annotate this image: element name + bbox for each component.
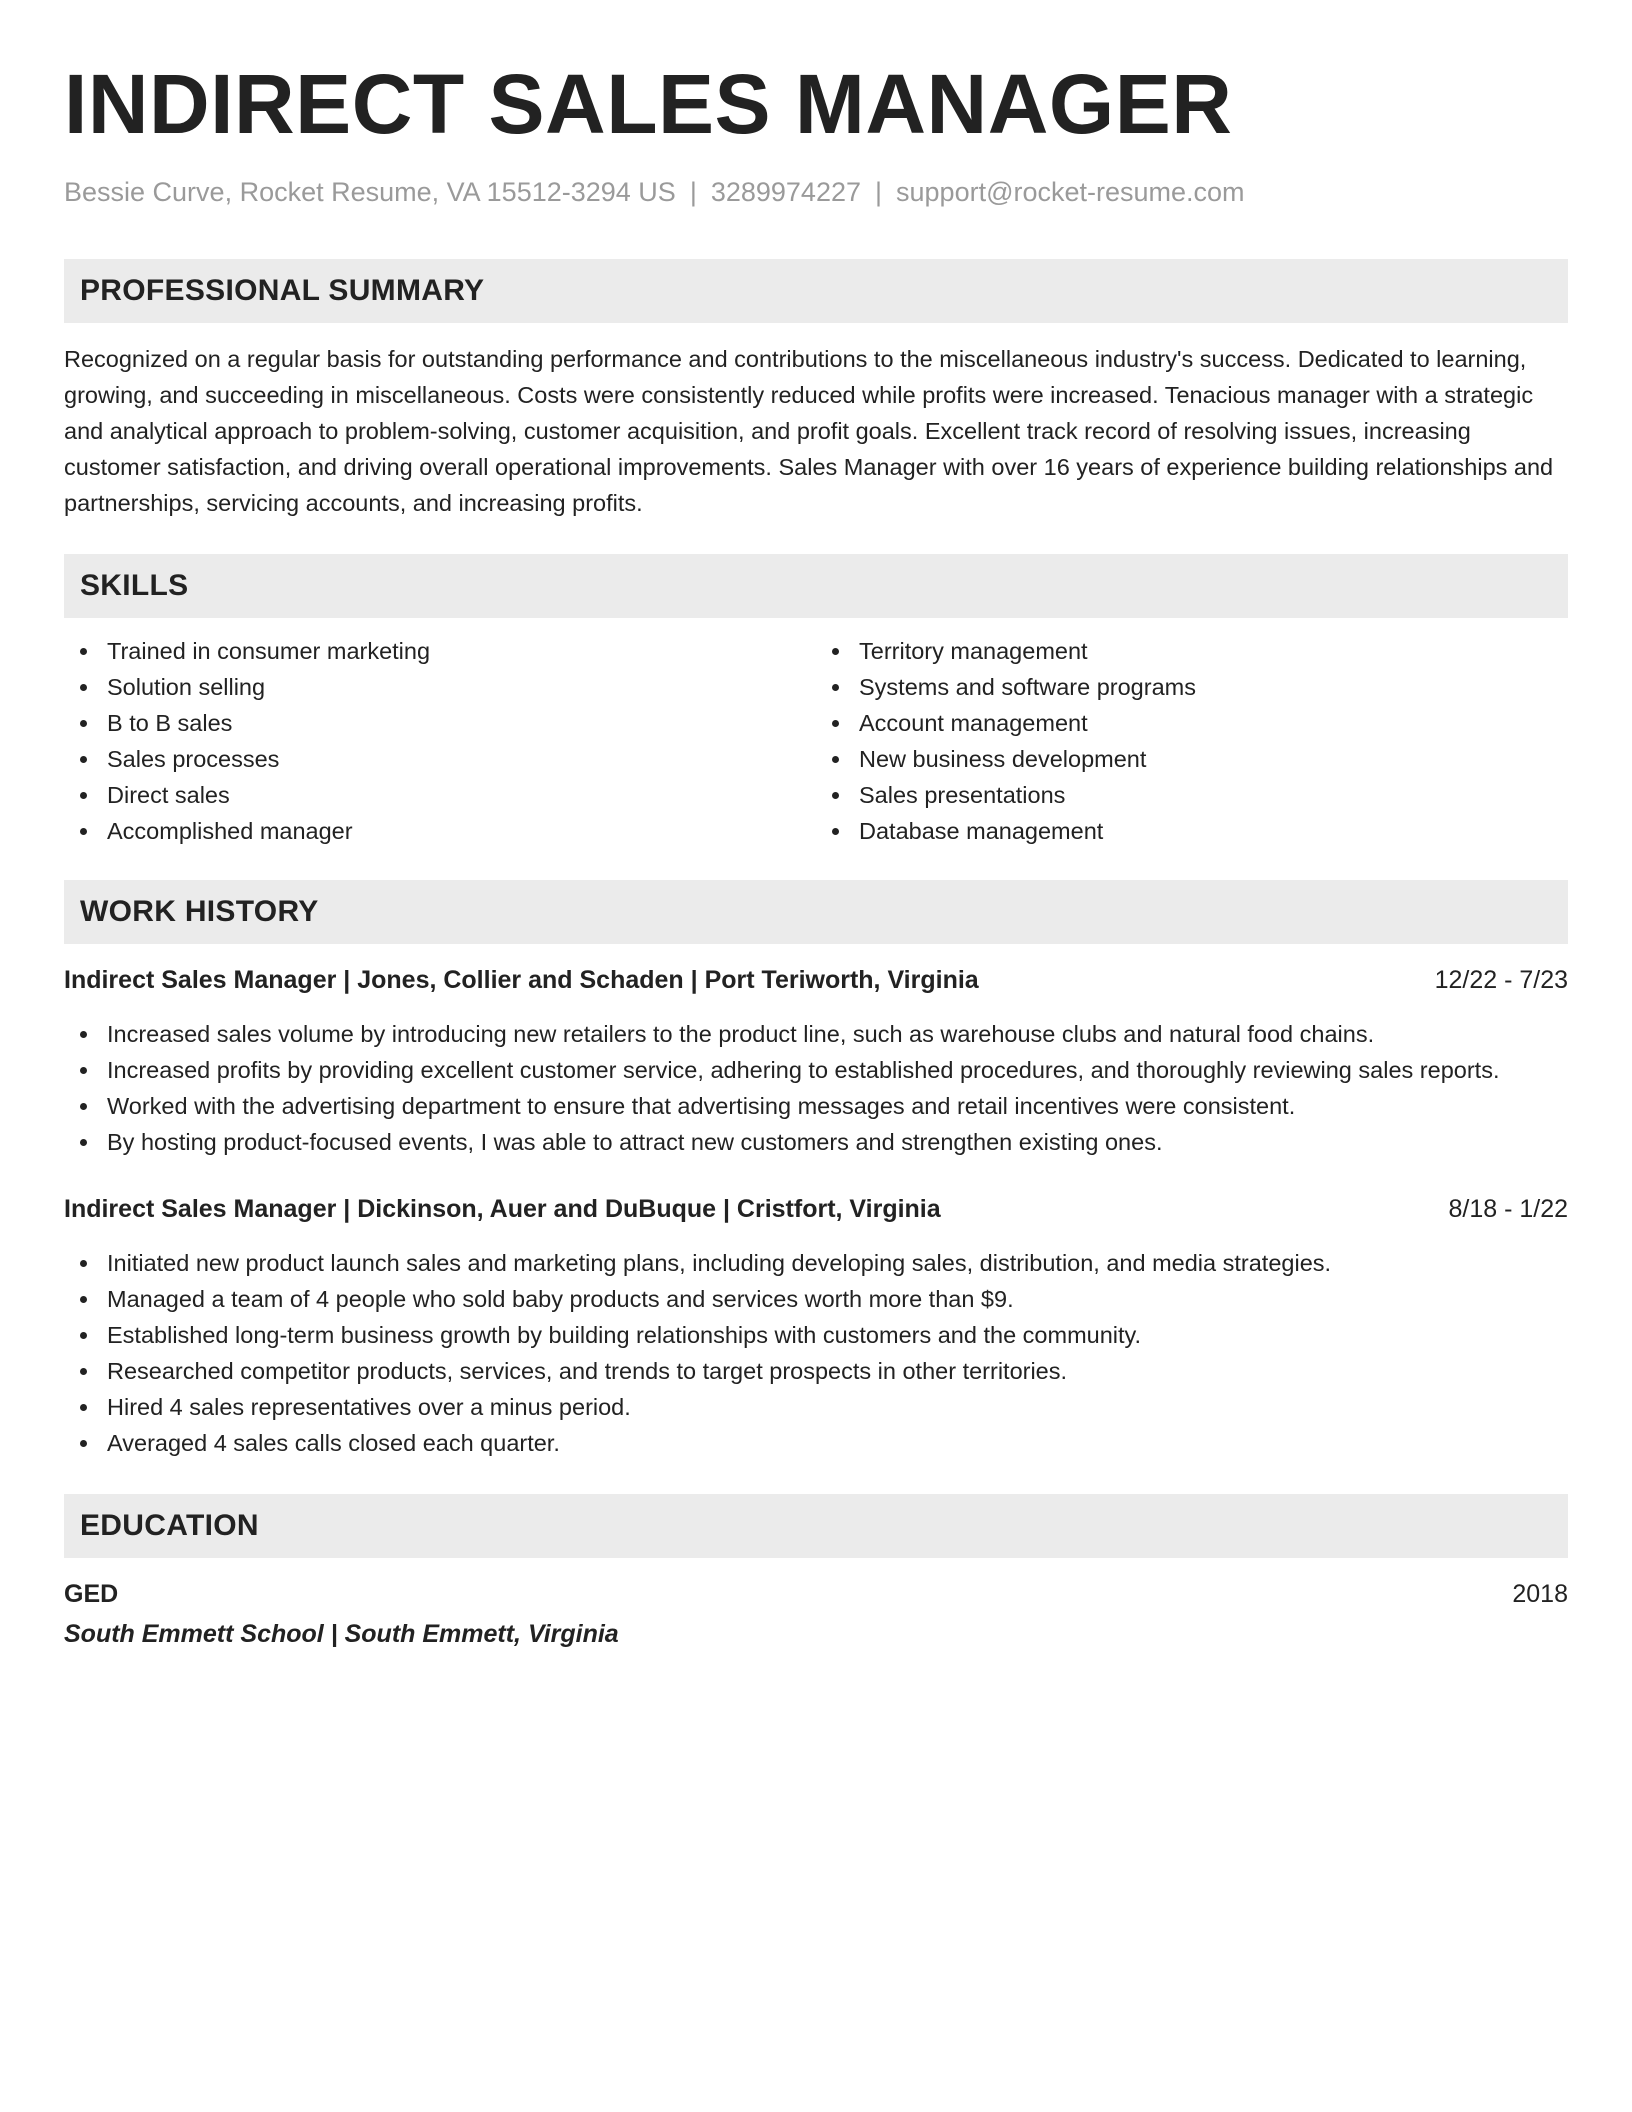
contact-phone: 3289974227 [710,177,861,207]
job-bullet: Increased profits by providing excellent customer service, adhering to established procedures, and thoroughly reviewing sales reports. [64,1052,1568,1088]
skill-item: Territory management [816,633,1568,669]
skill-item: Direct sales [64,777,816,813]
skill-item: Trained in consumer marketing [64,633,816,669]
skill-item: Database management [816,813,1568,849]
job-header [64,962,1568,998]
resume-title: INDIRECT SALES MANAGER [64,57,1233,151]
contact-separator: | [875,177,883,207]
job-bullet: By hosting product-focused events, I was able to attract new customers and strengthen existing ones. [64,1124,1568,1160]
summary-text: Recognized on a regular basis for outstanding performance and contributions to the miscellaneous industry's success. Dedicated to learning, growing, and succeeding in miscellaneous. Costs were consistently reduced while profits were increased. Tenacious manager with a strategic and analytical approach to problem-solving, customer acquisition, and profit goals. Excellent track record of resolving issues, increasing customer satisfaction, and driving overall operational improvements. Sales Manager with over 16 years of experience building relationships and partnerships, servicing accounts, and increasing profits. [64,346,1554,516]
skill-item: Account management [816,705,1568,741]
skills-grid [64,633,1568,849]
skill-item: New business development [816,741,1568,777]
skill-item: Sales processes [64,741,816,777]
job-entry [64,962,1568,1160]
education-entry [64,1576,1568,1652]
skill-item: Accomplished manager [64,813,816,849]
job-entry [64,1191,1568,1461]
contact-separator: | [689,177,697,207]
job-bullet: Averaged 4 sales calls closed each quarter. [64,1425,1568,1461]
job-title: Indirect Sales Manager | Dickinson, Auer and DuBuque | Cristfort, Virginia [64,1195,941,1223]
education-school: South Emmett School | South Emmett, Virginia [64,1620,619,1648]
job-bullet: Researched competitor products, services, and trends to target prospects in other territories. [64,1353,1568,1389]
skills-column-left [64,633,816,849]
skills-column-right [816,633,1568,849]
job-bullet: Established long-term business growth by building relationships with customers and the community. [64,1317,1568,1353]
education-section-header: EDUCATION [64,1494,1568,1558]
job-bullet-list [64,1245,1568,1461]
skill-item: Systems and software programs [816,669,1568,705]
job-header [64,1191,1568,1227]
education-year: 2018 [1512,1580,1568,1608]
job-title: Indirect Sales Manager | Jones, Collier and Schaden | Port Teriworth, Virginia [64,966,979,994]
job-bullet: Managed a team of 4 people who sold baby products and services worth more than $9. [64,1281,1568,1317]
job-bullet: Hired 4 sales representatives over a minus period. [64,1389,1568,1425]
contact-address: Bessie Curve, Rocket Resume, VA 15512-3294 US [64,177,676,207]
education-header [64,1576,1568,1612]
job-bullet-list [64,1016,1568,1160]
job-bullet: Initiated new product launch sales and marketing plans, including developing sales, distribution, and media strategies. [64,1245,1568,1281]
job-bullet: Increased sales volume by introducing new retailers to the product line, such as warehouse clubs and natural food chains. [64,1016,1568,1052]
job-dates: 8/18 - 1/22 [1448,1195,1568,1223]
summary-section-header: PROFESSIONAL SUMMARY [64,259,1568,323]
job-bullet: Worked with the advertising department to ensure that advertising messages and retail incentives were consistent. [64,1088,1568,1124]
skills-section-header: SKILLS [64,554,1568,618]
contact-email: support@rocket-resume.com [896,177,1245,207]
work-history-section-header: WORK HISTORY [64,880,1568,944]
job-dates: 12/22 - 7/23 [1434,966,1568,994]
contact-line [64,174,1568,210]
education-degree: GED [64,1580,119,1608]
skill-item: B to B sales [64,705,816,741]
skill-item: Solution selling [64,669,816,705]
skill-item: Sales presentations [816,777,1568,813]
